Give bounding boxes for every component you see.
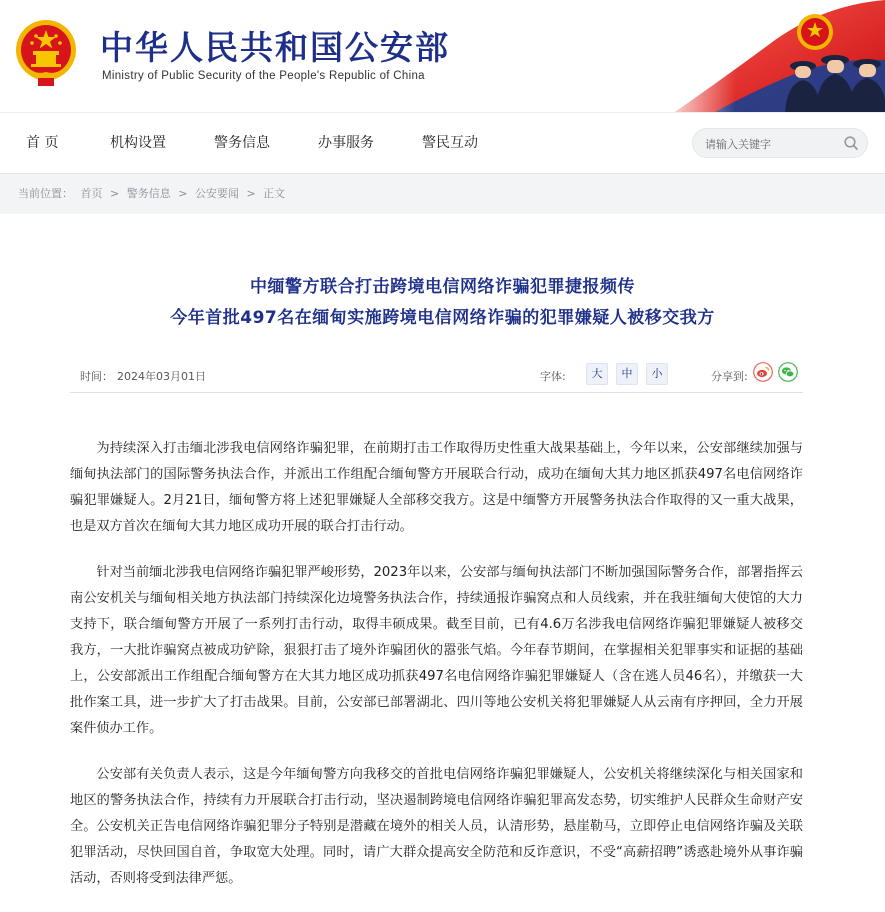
publish-time-value: 2024年03月01日 bbox=[117, 370, 206, 383]
breadcrumb-item-news[interactable]: 公安要闻 bbox=[194, 187, 239, 200]
site-title[interactable]: 中华人民共和国公安部 bbox=[100, 28, 450, 67]
breadcrumb-item-police-info[interactable]: 警务信息 bbox=[126, 187, 171, 200]
breadcrumb-separator: > bbox=[246, 187, 256, 200]
nav-item-organization[interactable]: 机构设置 bbox=[110, 135, 166, 151]
font-size-medium-button[interactable]: 中 bbox=[616, 363, 638, 385]
wechat-share-icon[interactable] bbox=[778, 362, 798, 382]
site-subtitle: Ministry of Public Security of the People's Republic of China bbox=[102, 70, 425, 82]
breadcrumb-item-current: 正文 bbox=[263, 187, 286, 200]
font-size-large-button[interactable]: 大 bbox=[586, 363, 608, 385]
article-meta bbox=[70, 360, 803, 393]
breadcrumb-separator: > bbox=[110, 187, 120, 200]
article-paragraph: 为持续深入打击缅北涉我电信网络诈骗犯罪，在前期打击工作取得历史性重大战果基础上，今年以来，公安部继续加强与缅甸执法部门的国际警务执法合作，并派出工作组配合缅甸警方开展联合行动，成功在缅甸大其力地区抓获497名电信网络诈骗犯罪嫌疑人。2月21日，缅甸警方将上述犯罪嫌疑人全部移交我方。这是中缅警方开展警务执法合作取得的又一重大战果，也是双方首次在缅甸大其力地区成功开展的联合打击行动。 bbox=[70, 441, 803, 534]
breadcrumb bbox=[18, 174, 289, 214]
breadcrumb-bar bbox=[0, 174, 885, 214]
breadcrumb-separator: > bbox=[178, 187, 188, 200]
search-box bbox=[692, 128, 868, 158]
article-title-line1: 中缅警方联合打击跨境电信网络诈骗犯罪捷报频传 bbox=[250, 277, 635, 297]
article-paragraph: 公安部有关负责人表示，这是今年缅甸警方向我移交的首批电信网络诈骗犯罪嫌疑人，公安机关将继续深化与相关国家和地区的警务执法合作，持续有力开展联合打击行动，坚决遏制跨境电信网络诈骗犯罪高发态势，切实维护人民群众生命财产安全。公安机关正告电信网络诈骗犯罪分子特别是潜藏在境外的相关人员，认清形势，悬崖勒马，立即停止电信网络诈骗及关联犯罪活动，尽快回国自首，争取宽大处理。同时，请广大群众提高安全防范和反诈意识，不受“高薪招聘”诱惑赴境外从事诈骗活动，否则将受到法律严惩。 bbox=[70, 767, 803, 886]
article-title-line2: 今年首批497名在缅甸实施跨境电信网络诈骗的犯罪嫌疑人被移交我方 bbox=[170, 308, 715, 328]
search-input[interactable] bbox=[703, 134, 837, 154]
national-emblem-icon[interactable] bbox=[14, 18, 78, 90]
breadcrumb-prefix: 当前位置： bbox=[18, 187, 73, 200]
police-banner-image bbox=[655, 0, 885, 112]
nav-item-police-info[interactable]: 警务信息 bbox=[214, 135, 270, 151]
publish-time-label: 时间： bbox=[80, 370, 113, 383]
nav-item-interaction[interactable]: 警民互动 bbox=[422, 135, 478, 151]
search-icon[interactable] bbox=[843, 135, 859, 151]
breadcrumb-item-home[interactable]: 首页 bbox=[80, 187, 103, 200]
font-size-small-button[interactable]: 小 bbox=[646, 363, 668, 385]
article-body bbox=[70, 436, 803, 912]
weibo-share-icon[interactable] bbox=[753, 362, 773, 382]
share-label: 分享到: bbox=[711, 370, 748, 383]
font-size-label: 字体: bbox=[540, 370, 566, 383]
nav-item-services[interactable]: 办事服务 bbox=[318, 135, 374, 151]
article-paragraph: 针对当前缅北涉我电信网络诈骗犯罪严峻形势，2023年以来，公安部与缅甸执法部门不断加强国际警务合作，部署指挥云南公安机关与缅甸相关地方执法部门持续深化边境警务执法合作，持续通报诈骗窝点和人员线索，并在我驻缅甸大使馆的大力支持下，联合缅甸警方开展了一系列打击行动，取得丰硕成果。截至目前，已有4.6万名涉我电信网络诈骗犯罪嫌疑人被移交我方，一大批诈骗窝点被成功铲除，狠狠打击了境外诈骗团伙的嚣张气焰。今年春节期间，在掌握相关犯罪事实和证据的基础上，公安部派出工作组配合缅甸警方在大其力地区成功抓获497名电信网络诈骗犯罪嫌疑人（含在逃人员46名），并缴获一大批作案工具，进一步扩大了打击战果。目前，公安部已部署湖北、四川等地公安机关将犯罪嫌疑人从云南有序押回，全力开展案件侦办工作。 bbox=[70, 565, 803, 736]
main-nav bbox=[0, 112, 885, 174]
publish-time bbox=[80, 368, 206, 384]
site-header bbox=[0, 0, 885, 112]
nav-item-home[interactable]: 首 页 bbox=[26, 135, 59, 151]
